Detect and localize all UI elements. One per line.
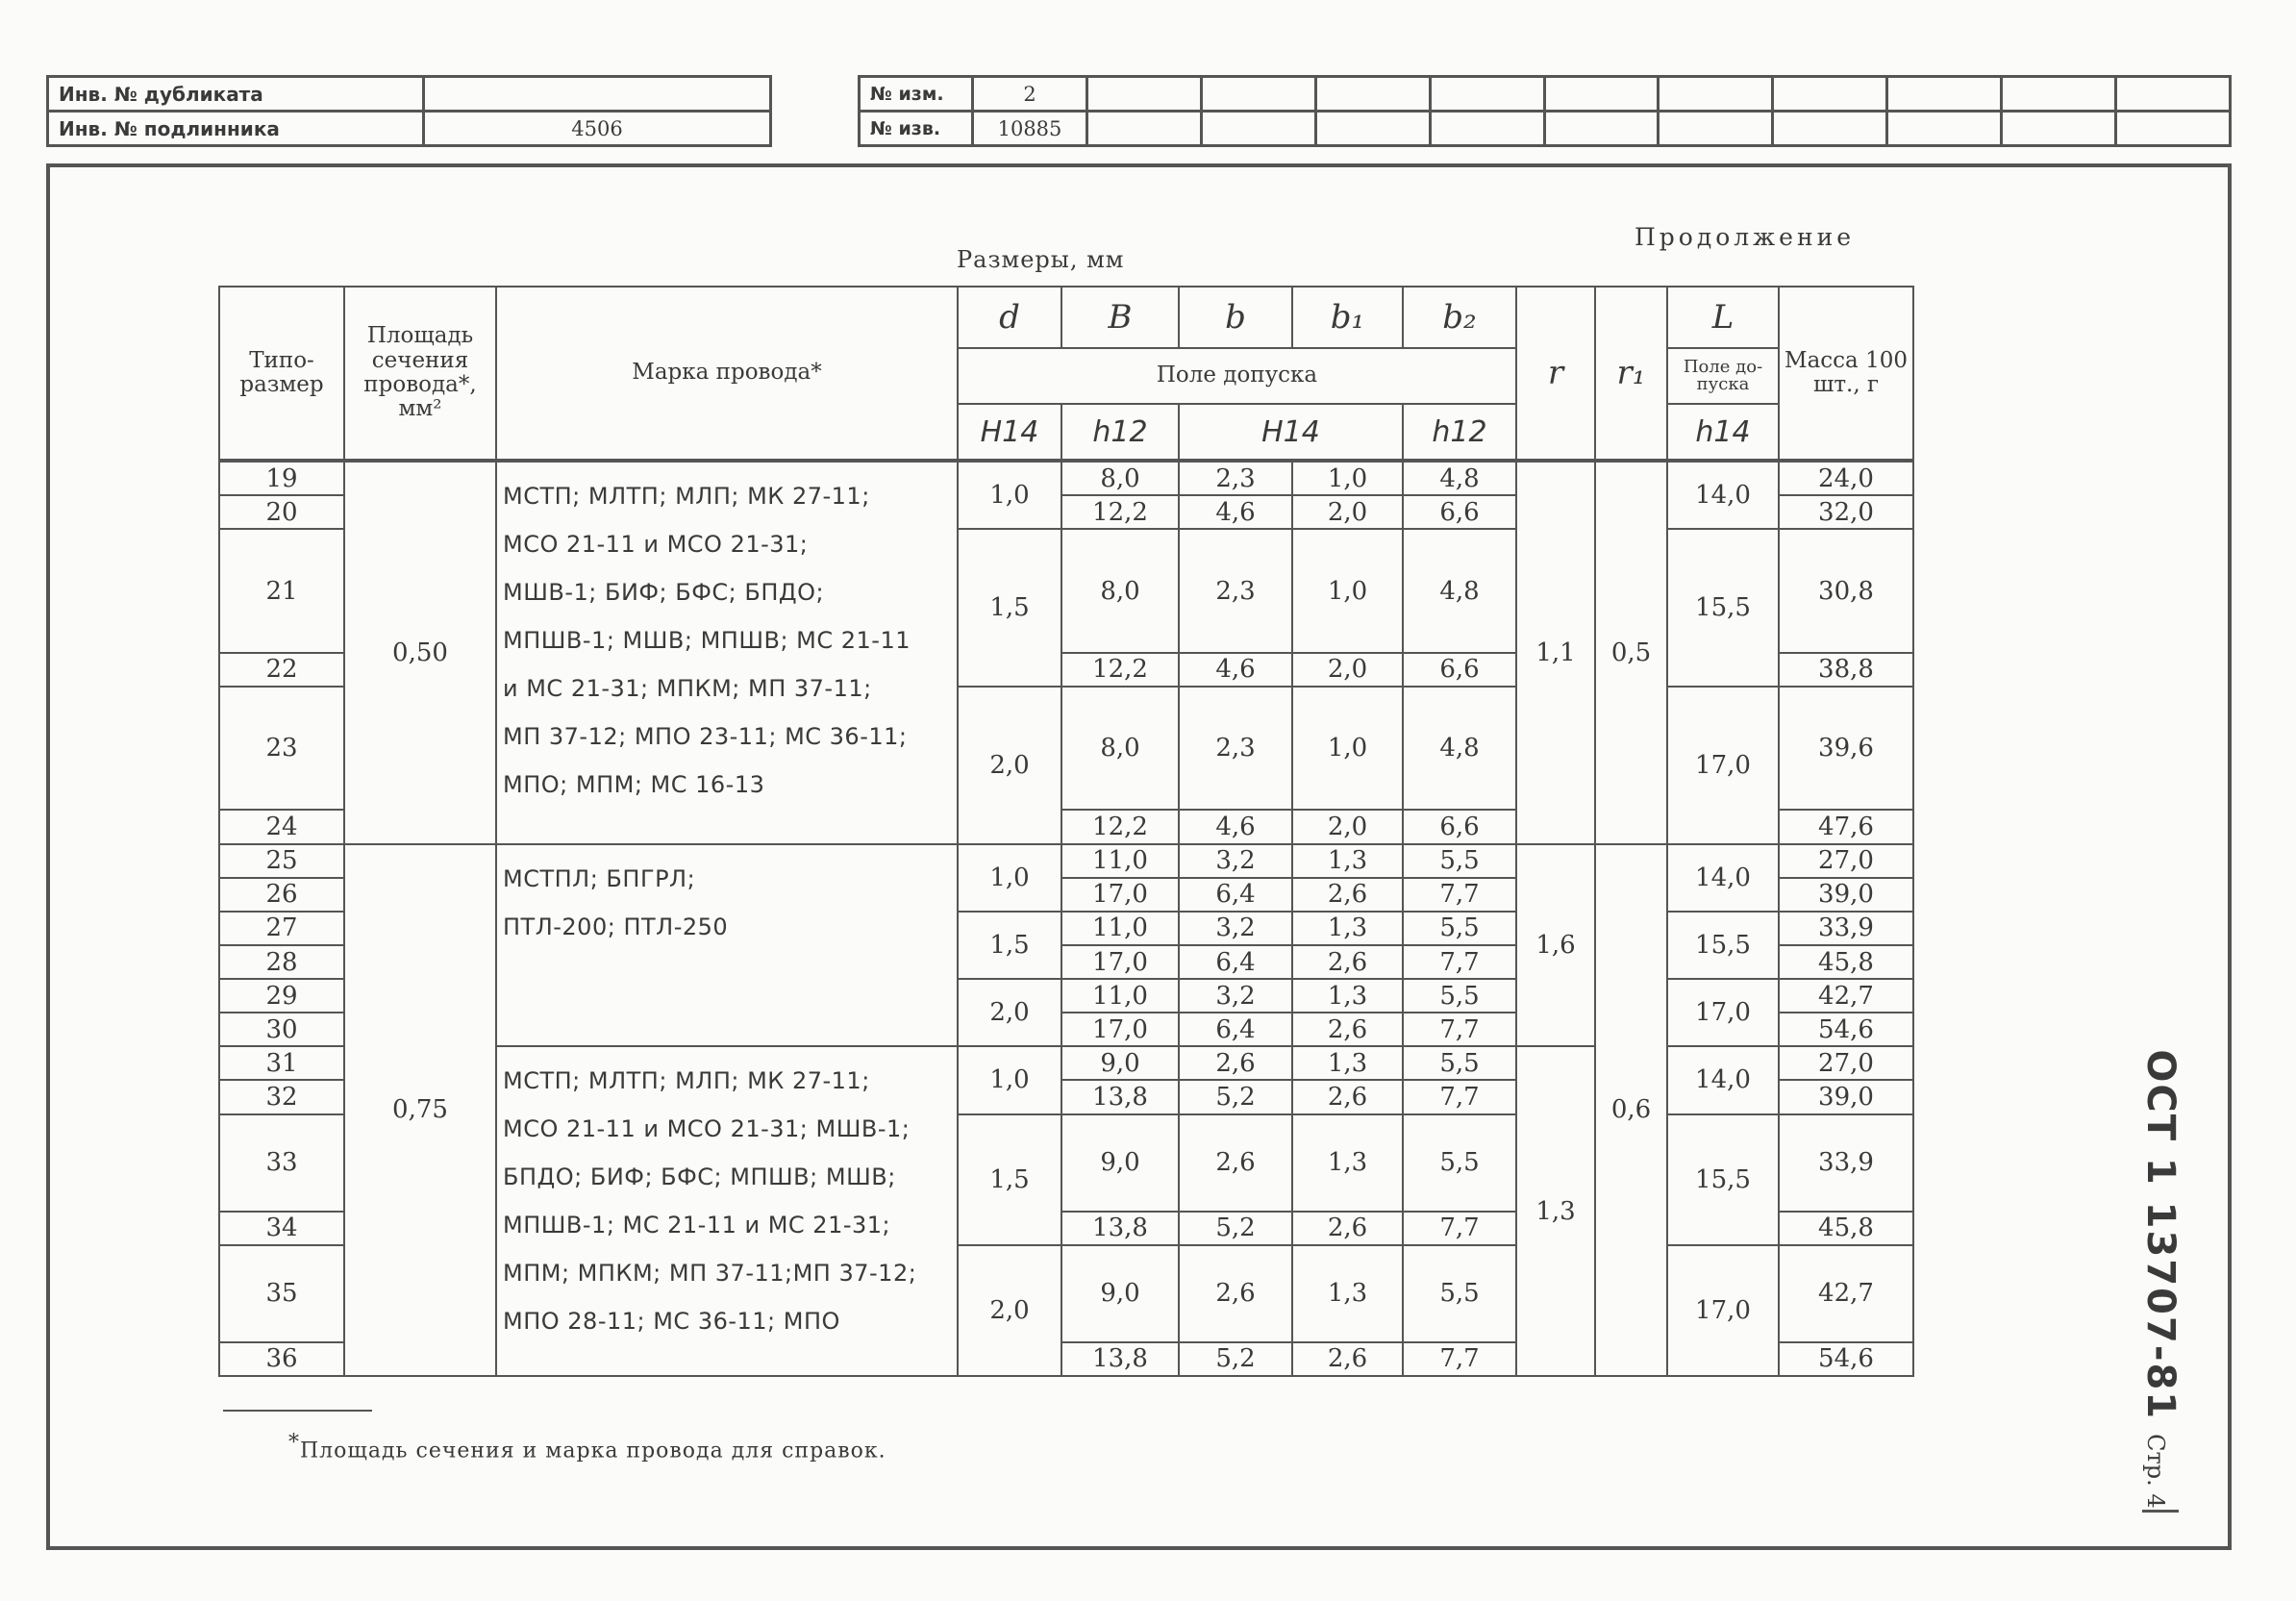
- cell-b1: 2,6: [1292, 945, 1403, 979]
- cell-number: 33: [219, 1114, 344, 1212]
- cell-mass: 54,6: [1779, 1013, 1913, 1046]
- cell-b1: 1,3: [1292, 912, 1403, 945]
- stamp-cell: [1887, 77, 2002, 112]
- tol-b: H14: [1179, 404, 1403, 460]
- cell-b1: 2,6: [1292, 1080, 1403, 1113]
- cell-B: 12,2: [1061, 653, 1179, 687]
- cell-b2: 5,5: [1403, 1046, 1516, 1080]
- mark-line: МПШВ-1; МС 21-11 и МС 21-31;: [503, 1212, 891, 1239]
- cell-L: 15,5: [1667, 912, 1779, 979]
- dimensions-table: [218, 286, 1914, 1377]
- cell-B: 9,0: [1061, 1114, 1179, 1212]
- cell-number: 28: [219, 945, 344, 979]
- cell-b1: 2,0: [1292, 495, 1403, 529]
- header-d: d: [958, 287, 1061, 348]
- stamp-cell: [1087, 112, 1202, 146]
- continuation-label: Продолжение: [1635, 223, 1856, 251]
- footnote-mark: *: [288, 1431, 300, 1455]
- cell-b1: 2,0: [1292, 653, 1403, 687]
- stamp-cell: [1315, 112, 1430, 146]
- cell-d: 2,0: [958, 1245, 1061, 1376]
- header-r: r: [1516, 287, 1595, 460]
- cell-mass: 39,0: [1779, 878, 1913, 912]
- cell-b2: 7,7: [1403, 1013, 1516, 1046]
- cell-mass: 27,0: [1779, 1046, 1913, 1080]
- cell-b: 4,6: [1179, 495, 1292, 529]
- cell-B: 17,0: [1061, 1013, 1179, 1046]
- cell-b: 3,2: [1179, 979, 1292, 1013]
- cell-mass: 33,9: [1779, 1114, 1913, 1212]
- stamp-cell: [1659, 77, 1773, 112]
- cell-L: 14,0: [1667, 844, 1779, 912]
- cell-b: 5,2: [1179, 1212, 1292, 1245]
- cell-r: 1,3: [1516, 1046, 1595, 1376]
- cell-mass: 38,8: [1779, 653, 1913, 687]
- cell-b2: 4,8: [1403, 529, 1516, 652]
- cell-L: 17,0: [1667, 687, 1779, 844]
- cell-b1: 1,0: [1292, 462, 1403, 495]
- cell-L: 15,5: [1667, 1114, 1779, 1245]
- cell-b2: 7,7: [1403, 945, 1516, 979]
- cell-mass: 30,8: [1779, 529, 1913, 652]
- cell-b: 2,6: [1179, 1046, 1292, 1080]
- cell-b1: 1,3: [1292, 1046, 1403, 1080]
- mark-line: МСТП; МЛТП; МЛП; МК 27-11;: [503, 1067, 870, 1095]
- cell-mark-group2: [496, 844, 958, 1047]
- mark-line: МСО 21-11 и МСО 21-31;: [503, 531, 809, 559]
- cell-mass: 42,7: [1779, 1245, 1913, 1342]
- cell-b: 4,6: [1179, 810, 1292, 843]
- stamp-value: 4506: [424, 112, 771, 146]
- cell-mass: 27,0: [1779, 844, 1913, 878]
- cell-b2: 4,8: [1403, 462, 1516, 495]
- cell-b: 2,6: [1179, 1114, 1292, 1212]
- header-mass: Масса 100 шт., г: [1779, 287, 1913, 460]
- cell-L: 14,0: [1667, 462, 1779, 529]
- mark-line: МСТП; МЛТП; МЛП; МК 27-11;: [503, 483, 870, 511]
- cell-b: 3,2: [1179, 844, 1292, 878]
- cell-d: 2,0: [958, 979, 1061, 1046]
- cell-b: 6,4: [1179, 945, 1292, 979]
- cell-b2: 5,5: [1403, 1245, 1516, 1342]
- cell-number: 35: [219, 1245, 344, 1342]
- cell-B: 13,8: [1061, 1212, 1179, 1245]
- cell-b: 2,3: [1179, 529, 1292, 652]
- cell-b2: 7,7: [1403, 1342, 1516, 1376]
- cell-L: 15,5: [1667, 529, 1779, 687]
- cell-B: 13,8: [1061, 1342, 1179, 1376]
- stamp-inventory: [46, 75, 772, 147]
- cell-mass: 24,0: [1779, 462, 1913, 495]
- cell-L: 17,0: [1667, 979, 1779, 1046]
- header-tolerance-field: Поле допуска: [958, 348, 1516, 404]
- mark-line: МПО 28-11; МС 36-11; МПО: [503, 1308, 840, 1336]
- cell-b1: 1,0: [1292, 529, 1403, 652]
- header-area-line2: провода*,: [363, 372, 477, 397]
- cell-b1: 1,3: [1292, 1114, 1403, 1212]
- stamp-cell: [1773, 112, 1887, 146]
- cell-b1: 2,0: [1292, 810, 1403, 843]
- stamp-row-change: [860, 77, 2231, 112]
- cell-B: 8,0: [1061, 687, 1179, 810]
- stamp-cell: [2116, 112, 2231, 146]
- cell-number: 29: [219, 979, 344, 1013]
- cell-d: 1,5: [958, 912, 1061, 979]
- mark-line: и МС 21-31; МПКМ; МП 37-11;: [503, 675, 872, 703]
- header-b: b: [1179, 287, 1292, 348]
- header-b2: b₂: [1403, 287, 1516, 348]
- table-row: [219, 844, 1913, 878]
- side-inner: [2138, 1049, 2183, 1508]
- stamp-cell: [1087, 77, 1202, 112]
- cell-area: 0,75: [344, 844, 496, 1376]
- mark-line: МПШВ-1; МШВ; МПШВ; МС 21-11: [503, 627, 911, 655]
- cell-b2: 6,6: [1403, 810, 1516, 843]
- tol-B: h12: [1061, 404, 1179, 460]
- cell-number: 31: [219, 1046, 344, 1080]
- cell-d: 1,5: [958, 1114, 1061, 1245]
- cell-number: 19: [219, 462, 344, 495]
- cell-b1: 2,6: [1292, 1342, 1403, 1376]
- stamp-cell: [1201, 77, 1315, 112]
- stamp-revisions: [858, 75, 2232, 147]
- cell-b: 3,2: [1179, 912, 1292, 945]
- cell-B: 11,0: [1061, 979, 1179, 1013]
- cell-r1: 0,5: [1595, 462, 1667, 843]
- cell-r: 1,1: [1516, 462, 1595, 843]
- stamp-value: 10885: [973, 112, 1087, 146]
- footnote-text: Площадь сечения и марка провода для справок.: [300, 1438, 886, 1463]
- cell-mass: 45,8: [1779, 1212, 1913, 1245]
- cell-b: 5,2: [1179, 1342, 1292, 1376]
- cell-b: 6,4: [1179, 1013, 1292, 1046]
- header-B: B: [1061, 287, 1179, 348]
- cell-b1: 1,3: [1292, 1245, 1403, 1342]
- cell-b: 2,3: [1179, 687, 1292, 810]
- cell-B: 11,0: [1061, 844, 1179, 878]
- mark-line: МП 37-12; МПО 23-11; МС 36-11;: [503, 723, 908, 751]
- stamp-cell: [1544, 112, 1659, 146]
- cell-b2: 5,5: [1403, 1114, 1516, 1212]
- cell-b2: 7,7: [1403, 878, 1516, 912]
- stamp-label: № изм.: [860, 77, 973, 112]
- cell-d: 2,0: [958, 687, 1061, 844]
- stamp-cell: [1430, 77, 1544, 112]
- stamp-cell: [2002, 77, 2116, 112]
- cell-B: 17,0: [1061, 878, 1179, 912]
- cell-d: 1,5: [958, 529, 1061, 687]
- cell-number: 26: [219, 878, 344, 912]
- cell-b2: 4,8: [1403, 687, 1516, 810]
- cell-b1: 2,6: [1292, 1212, 1403, 1245]
- stamp-row-duplicate: [48, 77, 771, 112]
- cell-L: 14,0: [1667, 1046, 1779, 1113]
- stamp-cell: [2002, 112, 2116, 146]
- cell-B: 8,0: [1061, 462, 1179, 495]
- page-number: Стр. 4: [2142, 1434, 2169, 1509]
- header-row-symbols: [219, 287, 1913, 348]
- header-L-tolerance: Поле до- пуска: [1667, 348, 1779, 404]
- header-tiporazmer: Типо- размер: [219, 287, 344, 460]
- cell-mark-group3: [496, 1046, 958, 1376]
- footnote-rule: [223, 1410, 372, 1412]
- tol-L: h14: [1667, 404, 1779, 460]
- cell-mass: 39,0: [1779, 1080, 1913, 1113]
- header-area-line1: Площадь сечения: [366, 323, 474, 373]
- cell-number: 24: [219, 810, 344, 843]
- stamp-cell: [1430, 112, 1544, 146]
- doc-number: ОСТ 1 13707-81: [2138, 1049, 2183, 1421]
- cell-number: 27: [219, 912, 344, 945]
- cell-B: 11,0: [1061, 912, 1179, 945]
- cell-b2: 7,7: [1403, 1212, 1516, 1245]
- cell-number: 32: [219, 1080, 344, 1113]
- mark-line: ПТЛ-200; ПТЛ-250: [503, 913, 729, 940]
- cell-b2: 5,5: [1403, 979, 1516, 1013]
- cell-b1: 1,3: [1292, 979, 1403, 1013]
- mark-line: МСТПЛ; БПГРЛ;: [503, 864, 696, 892]
- stamp-label: № изв.: [860, 112, 973, 146]
- header-r1: r₁: [1595, 287, 1667, 460]
- footnote: [288, 1431, 886, 1463]
- cell-number: 21: [219, 529, 344, 652]
- cell-B: 13,8: [1061, 1080, 1179, 1113]
- header-b1: b₁: [1292, 287, 1403, 348]
- cell-r: 1,6: [1516, 844, 1595, 1047]
- stamp-row-notice: [860, 112, 2231, 146]
- stamp-cell: [1544, 77, 1659, 112]
- cell-d: 1,0: [958, 844, 1061, 912]
- cell-d: 1,0: [958, 462, 1061, 529]
- table-row: [219, 462, 1913, 495]
- cell-b1: 2,6: [1292, 1013, 1403, 1046]
- cell-mass: 45,8: [1779, 945, 1913, 979]
- cell-B: 12,2: [1061, 810, 1179, 843]
- cell-b: 4,6: [1179, 653, 1292, 687]
- stamp-value: [424, 77, 771, 112]
- stamp-cell: [1773, 77, 1887, 112]
- header-area: [344, 287, 496, 460]
- cell-B: 12,2: [1061, 495, 1179, 529]
- header-mark: Марка провода*: [496, 287, 958, 460]
- stamp-cell: [1887, 112, 2002, 146]
- cell-B: 9,0: [1061, 1046, 1179, 1080]
- header-area-unit: мм²: [398, 396, 442, 422]
- cell-b1: 1,3: [1292, 844, 1403, 878]
- cell-B: 9,0: [1061, 1245, 1179, 1342]
- cell-number: 34: [219, 1212, 344, 1245]
- cell-B: 17,0: [1061, 945, 1179, 979]
- cell-b2: 7,7: [1403, 1080, 1516, 1113]
- tol-b2: h12: [1403, 404, 1516, 460]
- cell-mass: 47,6: [1779, 810, 1913, 843]
- stamp-row-original: [48, 112, 771, 146]
- stamp-cell: [2116, 77, 2231, 112]
- cell-mass: 33,9: [1779, 912, 1913, 945]
- cell-number: 22: [219, 653, 344, 687]
- stamp-cell: [1315, 77, 1430, 112]
- side-doc-number: [2138, 1048, 2183, 1513]
- cell-b2: 6,6: [1403, 653, 1516, 687]
- cell-r1: 0,6: [1595, 844, 1667, 1376]
- stamp-label: Инв. № дубликата: [48, 77, 424, 112]
- mark-line: МСО 21-11 и МСО 21-31; МШВ-1;: [503, 1115, 911, 1143]
- cell-mass: 39,6: [1779, 687, 1913, 810]
- cell-mass: 32,0: [1779, 495, 1913, 529]
- cell-number: 36: [219, 1342, 344, 1376]
- cell-b: 5,2: [1179, 1080, 1292, 1113]
- mark-line: МПМ; МПКМ; МП 37-11;МП 37-12;: [503, 1260, 917, 1288]
- cell-mass: 42,7: [1779, 979, 1913, 1013]
- cell-b: 6,4: [1179, 878, 1292, 912]
- stamp-value: 2: [973, 77, 1087, 112]
- sizes-caption: Размеры, мм: [957, 246, 1125, 273]
- cell-b2: 5,5: [1403, 844, 1516, 878]
- cell-b1: 2,6: [1292, 878, 1403, 912]
- cell-b1: 1,0: [1292, 687, 1403, 810]
- cell-b: 2,6: [1179, 1245, 1292, 1342]
- cell-number: 23: [219, 687, 344, 810]
- cell-area: 0,50: [344, 462, 496, 843]
- cell-b: 2,3: [1179, 462, 1292, 495]
- cell-number: 20: [219, 495, 344, 529]
- mark-line: МПО; МПМ; МС 16-13: [503, 771, 765, 799]
- cell-b2: 5,5: [1403, 912, 1516, 945]
- tol-d: H14: [958, 404, 1061, 460]
- cell-mass: 54,6: [1779, 1342, 1913, 1376]
- cell-L: 17,0: [1667, 1245, 1779, 1376]
- stamp-label: Инв. № подлинника: [48, 112, 424, 146]
- mark-line: БПДО; БИФ; БФС; МПШВ; МШВ;: [503, 1163, 896, 1191]
- stamp-cell: [1201, 112, 1315, 146]
- mark-line: МШВ-1; БИФ; БФС; БПДО;: [503, 579, 825, 607]
- cell-number: 30: [219, 1013, 344, 1046]
- header-L: L: [1667, 287, 1779, 348]
- cell-d: 1,0: [958, 1046, 1061, 1113]
- cell-number: 25: [219, 844, 344, 878]
- stamp-cell: [1659, 112, 1773, 146]
- cell-b2: 6,6: [1403, 495, 1516, 529]
- cell-mark-group1: [496, 462, 958, 843]
- cell-B: 8,0: [1061, 529, 1179, 652]
